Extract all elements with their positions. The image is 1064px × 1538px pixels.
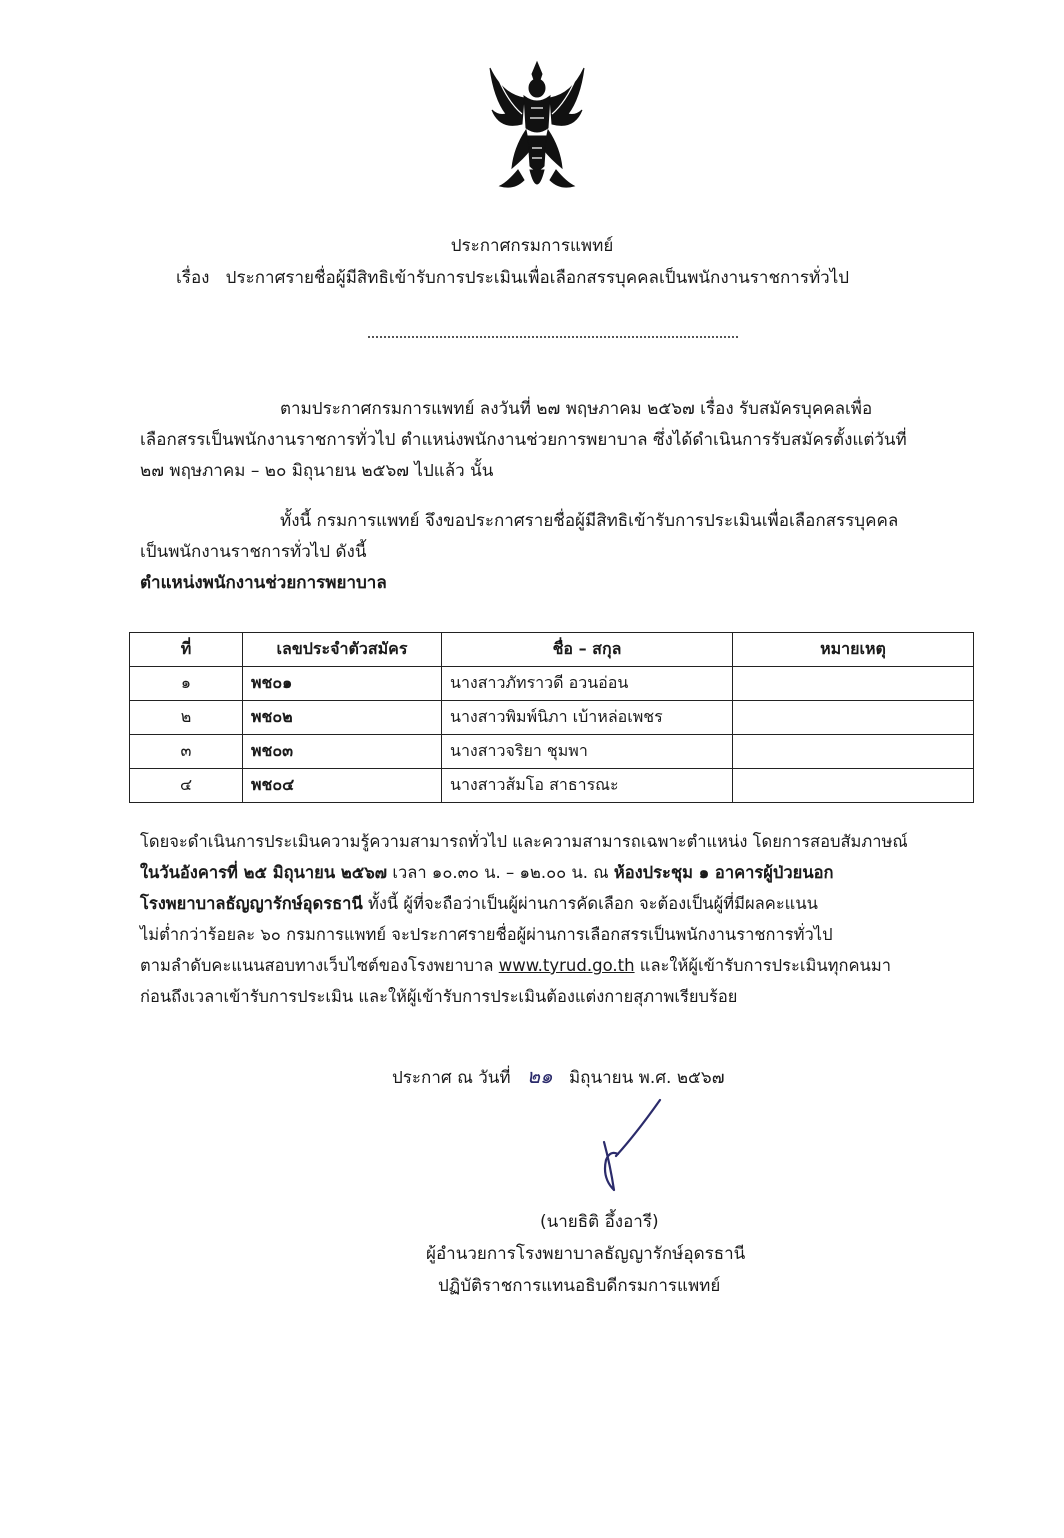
row-no: ๔: [130, 769, 243, 803]
row-no: ๓: [130, 735, 243, 769]
table-row: [130, 769, 974, 803]
row-note: [733, 667, 974, 701]
row-name: นางสาวภัทราวดี อวนอ่อน: [442, 667, 733, 701]
announce-month-year: มิถุนายน พ.ศ. ๒๕๖๗: [568, 1068, 725, 1088]
intro-line-3: ๒๗ พฤษภาคม – ๒๐ มิถุนายน ๒๕๖๗ ไปแล้ว นั้น: [140, 461, 494, 481]
row-applicant-id: พช๐๔: [243, 769, 442, 803]
intro-line-4: ทั้งนี้ กรมการแพทย์ จึงขอประกาศรายชื่อผู้มีสิทธิเข้ารับการประเมินเพื่อเลือกสรรบุคคล: [280, 511, 899, 531]
row-note: [733, 735, 974, 769]
dotted-divider: [368, 336, 738, 338]
intro-paragraph: [140, 394, 970, 487]
header-name: ชื่อ – สกุล: [442, 633, 733, 667]
announcement-title: ประกาศกรมการแพทย์: [450, 236, 614, 256]
body-line-5: ตามลำดับคะแนนสอบทางเว็บไซต์ของโรงพยาบาล www.tyrud.go.th และให้ผู้เข้ารับการประเมินทุกคนมา: [140, 956, 891, 975]
candidate-table: [129, 632, 974, 803]
table-row: [130, 735, 974, 769]
subject-label: เรื่อง: [176, 268, 210, 288]
row-name: นางสาวส้มโอ สาธารณะ: [442, 769, 733, 803]
subject-text: ประกาศรายชื่อผู้มีสิทธิเข้ารับการประเมินเพื่อเลือกสรรบุคคลเป็นพนักงานราชการทั่วไป: [225, 268, 850, 288]
header-note: หมายเหตุ: [733, 633, 974, 667]
garuda-emblem-icon: [484, 58, 590, 202]
header-applicant-id: เลขประจำตัวสมัคร: [243, 633, 442, 667]
intro-line-5: เป็นพนักงานราชการทั่วไป ดังนี้: [140, 542, 367, 562]
row-note: [733, 769, 974, 803]
row-note: [733, 701, 974, 735]
announce-date-line: [392, 1060, 724, 1092]
body-line-2: ในวันอังคารที่ ๒๕ มิถุนายน ๒๕๖๗ เวลา ๑๐.๓๐ น. – ๑๒.๐๐ น. ณ ห้องประชุม ๑ อาคารผู้ป่วยนอก: [140, 863, 834, 882]
body-line-1: โดยจะดำเนินการประเมินความรู้ความสามารถทั่วไป และความสามารถเฉพาะตำแหน่ง โดยการสอบสัมภาษณ์: [140, 832, 908, 851]
row-applicant-id: พช๐๒: [243, 701, 442, 735]
announce-day: ๒๑: [526, 1064, 553, 1088]
row-applicant-id: พช๐๑: [243, 667, 442, 701]
hospital-website-link[interactable]: www.tyrud.go.th: [498, 956, 635, 975]
header-no: ที่: [130, 633, 243, 667]
table-header-row: [130, 633, 974, 667]
announce-prefix: ประกาศ ณ วันที่: [392, 1068, 511, 1088]
body-line-4: ไม่ต่ำกว่าร้อยละ ๖๐ กรมการแพทย์ จะประกาศรายชื่อผู้ผ่านการเลือกสรรเป็นพนักงานราชการทั่วไป: [140, 925, 833, 944]
intro-line-2: เลือกสรรเป็นพนักงานราชการทั่วไป ตำแหน่งพนักงานช่วยการพยาบาล ซึ่งได้ดำเนินการรับสมัครตั้งแต่วันที่: [140, 430, 907, 450]
row-no: ๒: [130, 701, 243, 735]
signatory-title-1: ผู้อำนวยการโรงพยาบาลธัญญารักษ์อุดรธานี: [426, 1244, 746, 1264]
subject-line: [176, 264, 849, 291]
row-applicant-id: พช๐๓: [243, 735, 442, 769]
table-row: [130, 667, 974, 701]
row-no: ๑: [130, 667, 243, 701]
intro-line-1: ตามประกาศกรมการแพทย์ ลงวันที่ ๒๗ พฤษภาคม ๒๕๖๗ เรื่อง รับสมัครบุคคลเพื่อ: [280, 399, 873, 419]
signature-mark: [596, 1094, 666, 1194]
body-line-3: โรงพยาบาลธัญญารักษ์อุดรธานี ทั้งนี้ ผู้ที่จะถือว่าเป็นผู้ผ่านการคัดเลือก จะต้องเป็นผู้ที่มีผลคะแนน: [140, 894, 818, 913]
signatory-title-2: ปฏิบัติราชการแทนอธิบดีกรมการแพทย์: [438, 1276, 721, 1296]
table-row: [130, 701, 974, 735]
position-heading: ตำแหน่งพนักงานช่วยการพยาบาล: [140, 573, 387, 593]
body-line-6: ก่อนถึงเวลาเข้ารับการประเมิน และให้ผู้เข้ารับการประเมินต้องแต่งกายสุภาพเรียบร้อย: [140, 987, 738, 1006]
row-name: นางสาวพิมพ์นิภา เบ้าหล่อเพชร: [442, 701, 733, 735]
signatory-name: (นายธิติ อึ้งอารี): [540, 1212, 659, 1232]
intro-paragraph-2: [140, 506, 970, 599]
row-name: นางสาวจริยา ชุมพา: [442, 735, 733, 769]
body-paragraph: [140, 826, 970, 1012]
